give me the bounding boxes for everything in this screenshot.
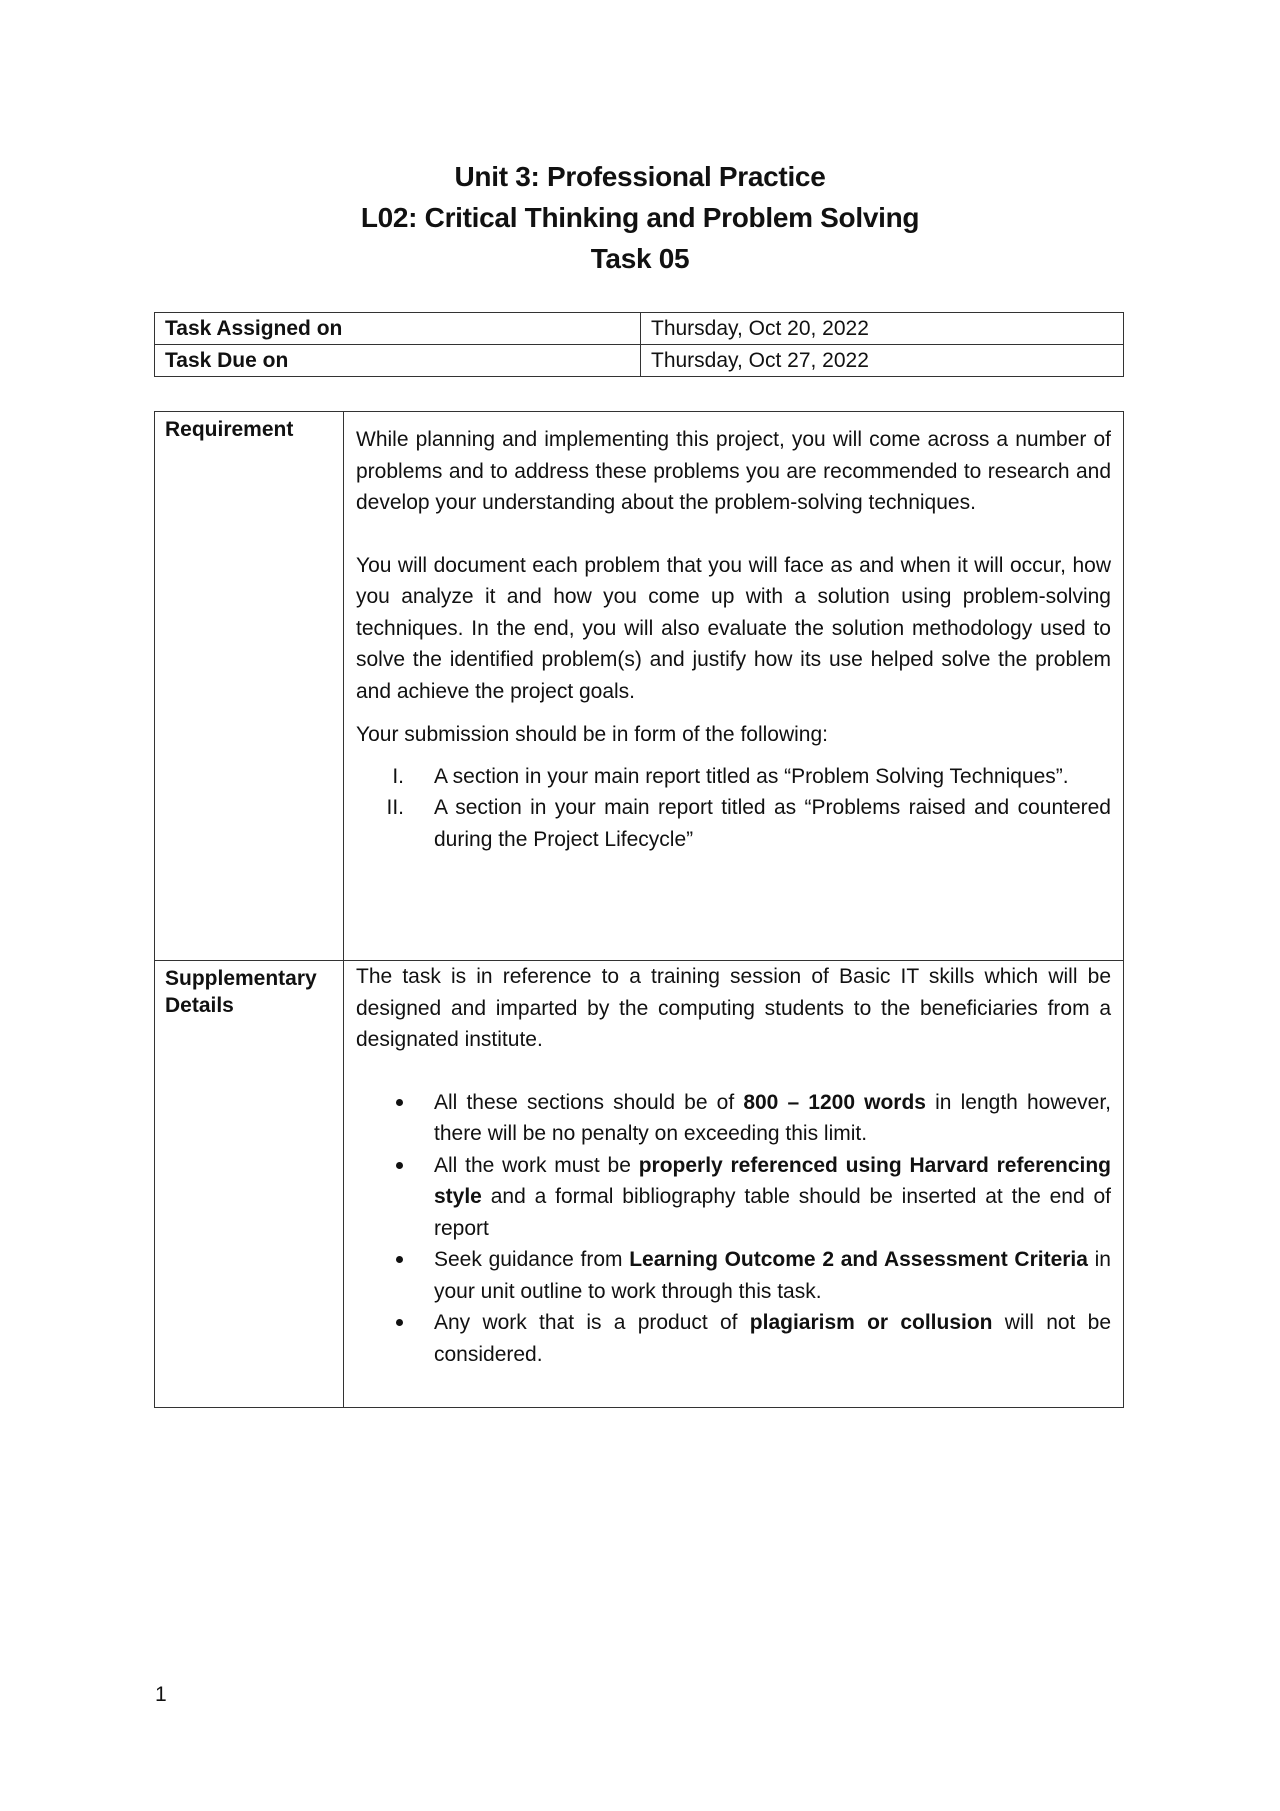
- requirement-paragraph: You will document each problem that you will face as and when it will occur, how you analyze it and how you come up with a solution using problem-solving techniques. In the end, you will also evaluate the solution methodology used to solve the identified problem(s) and justify how its use helped solve the problem and achieve the project goals.: [356, 553, 1111, 703]
- requirement-paragraph: While planning and implementing this project, you will come across a number of problems and to address these problems you are recommended to research and develop your understanding about the problem-solving techniques.: [356, 428, 1111, 514]
- guideline-text: Any work that is a product of: [434, 1311, 750, 1334]
- page-number: 1: [155, 1683, 167, 1706]
- guideline-text: All the work must be: [434, 1153, 639, 1177]
- guideline-emphasis: plagiarism or collusion: [749, 1311, 993, 1334]
- guideline-item: [356, 1244, 1111, 1307]
- guideline-text: All these sections should be of: [434, 1090, 744, 1114]
- submission-intro: Your submission should be in form of the following:: [356, 723, 828, 746]
- bullet-icon: [396, 1162, 403, 1169]
- guideline-emphasis: properly referenced using Harvard referencing style: [434, 1153, 1111, 1208]
- item-text: A section in your main report titled as “Problem Solving Techniques”.: [434, 764, 1069, 788]
- requirement-label: Requirement: [155, 412, 344, 961]
- guideline-text: and a formal bibliography table should be inserted at the end of report: [434, 1185, 1111, 1240]
- date-row-due: [155, 345, 1124, 377]
- guideline-item: [356, 1150, 1111, 1245]
- bullet-icon: [396, 1256, 403, 1263]
- guideline-text: Seek guidance from: [434, 1248, 630, 1271]
- outcome-title: L02: Critical Thinking and Problem Solving: [360, 202, 920, 233]
- date-value: Thursday, Oct 20, 2022: [641, 313, 1124, 345]
- requirement-row: [155, 412, 1124, 961]
- submission-item: [356, 761, 1111, 793]
- supplementary-content: [344, 961, 1124, 1408]
- bullet-icon: [396, 1319, 403, 1326]
- document-title: [0, 156, 1280, 279]
- guideline-emphasis: Learning Outcome 2 and Assessment Criteria: [629, 1248, 1088, 1271]
- dates-table: [154, 312, 1124, 377]
- date-label: Task Assigned on: [155, 313, 641, 345]
- item-text: A section in your main report titled as “Problems raised and countered during the Project Lifecycle”: [434, 796, 1111, 851]
- requirement-content: [344, 412, 1124, 961]
- submission-item: [356, 792, 1111, 855]
- guideline-emphasis: 800 – 1200 words: [743, 1090, 926, 1114]
- supplementary-paragraph: The task is in reference to a training session of Basic IT skills which will be designed and imparted by the computing students to the beneficiaries from a designated institute.: [356, 965, 1111, 1051]
- bullet-icon: [396, 1099, 403, 1106]
- item-number: I.: [392, 764, 404, 788]
- guideline-text: in length however, there will be no penalty on exceeding this limit.: [434, 1090, 1112, 1145]
- unit-title: Unit 3: Professional Practice: [454, 161, 826, 192]
- guideline-text: in your unit outline to work through this task.: [434, 1248, 1111, 1303]
- task-details-table: [154, 411, 1124, 1408]
- guideline-item: [356, 1307, 1111, 1370]
- guideline-item: [356, 1087, 1111, 1150]
- supplementary-label: Supplementary Details: [155, 961, 344, 1408]
- submission-list: [356, 761, 1111, 856]
- date-label: Task Due on: [155, 345, 641, 377]
- date-value: Thursday, Oct 27, 2022: [641, 345, 1124, 377]
- guideline-text: will not be considered.: [434, 1311, 1112, 1366]
- supplementary-row: [155, 961, 1124, 1408]
- task-title: Task 05: [590, 243, 690, 274]
- guidelines-list: [356, 1087, 1111, 1371]
- item-number: II.: [386, 796, 404, 819]
- date-row-assigned: [155, 313, 1124, 345]
